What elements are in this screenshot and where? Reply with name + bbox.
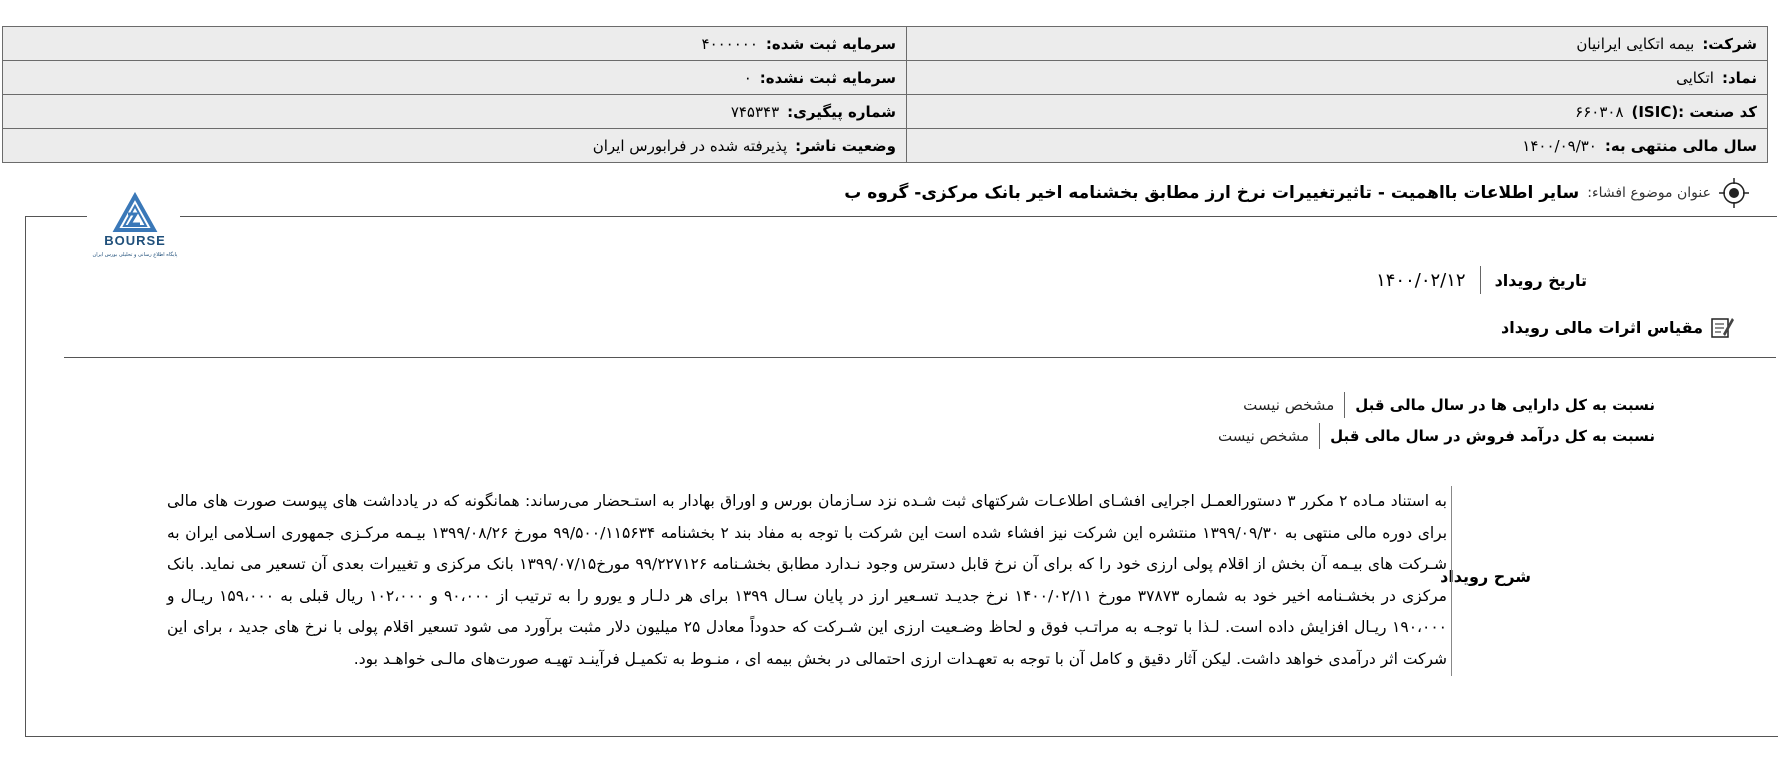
publisher-status-value: پذیرفته شده در فرابورس ایران: [592, 136, 788, 155]
publisher-status-label: وضعیت ناشر:: [795, 136, 896, 155]
logo-subtext: پایگاه اطلاع رسانی و تحلیلی بورس ایران: [92, 252, 178, 258]
ratio-assets-row: [1243, 392, 1655, 418]
subject-title: سایر اطلاعات بااهمیت - تاثیرتغییرات نرخ ارز مطابق بخشنامه اخیر بانک مرکزی- گروه ب: [844, 183, 1580, 203]
event-date-value: ۱۴۰۰/۰۲/۱۲: [1376, 269, 1466, 291]
fiscal-year-label: سال مالی منتهی به:: [1604, 136, 1757, 155]
company-info-row: [3, 27, 1767, 61]
company-value: بیمه اتکایی ایرانیان: [1576, 34, 1695, 53]
frame-top-border: [180, 216, 1777, 217]
company-info-table: [2, 26, 1768, 163]
ratio-assets-value: مشخص نیست: [1243, 396, 1335, 414]
disclosure-subject: [844, 178, 1749, 208]
bourse-logo: [88, 192, 182, 262]
tracking-number-cell: [3, 95, 906, 128]
ratio-assets-label: نسبت به کل دارایی ها در سال مالی قبل: [1344, 392, 1655, 418]
ratio-revenue-label: نسبت به کل درآمد فروش در سال مالی قبل: [1319, 423, 1655, 449]
registered-capital-label: سرمایه ثبت شده:: [765, 34, 896, 53]
frame-top-border: [25, 216, 87, 217]
target-icon: [1719, 178, 1749, 208]
ratio-revenue-value: مشخص نیست: [1218, 427, 1310, 445]
company-info-row: [3, 129, 1767, 162]
subject-label: عنوان موضوع افشاء:: [1587, 185, 1711, 201]
isic-label-text: کد صنعت: [1689, 102, 1757, 121]
isic-label: [1632, 103, 1758, 121]
publisher-status-cell: [3, 129, 906, 162]
company-info-row: [3, 61, 1767, 95]
fiscal-year-cell: [906, 129, 1767, 162]
event-date: [1376, 266, 1587, 294]
tracking-number-value: ۷۴۵۳۴۳: [730, 102, 780, 121]
symbol-value: اتکایی: [1676, 68, 1714, 87]
unregistered-capital-cell: [3, 61, 906, 94]
registered-capital-value: ۴۰۰۰۰۰۰: [701, 34, 758, 53]
symbol-cell: [906, 61, 1767, 94]
isic-label-code: (ISIC):: [1631, 102, 1685, 121]
isic-cell: [906, 95, 1767, 128]
financial-effects-title-text: مقیاس اثرات مالی رویداد: [1501, 317, 1703, 337]
section-divider: [64, 357, 1776, 358]
logo-wordmark: BOURSE: [104, 233, 166, 248]
unregistered-capital-label: سرمایه ثبت نشده:: [759, 68, 896, 87]
symbol-label: نماد:: [1721, 68, 1757, 87]
financial-effects-title: [1501, 314, 1735, 340]
event-description-label: شرح رویداد: [1440, 567, 1531, 586]
company-info-row: [3, 95, 1767, 129]
unregistered-capital-value: ۰: [743, 68, 752, 87]
description-divider: [1451, 486, 1452, 676]
isic-value: ۶۶۰۳۰۸: [1575, 102, 1624, 121]
tracking-number-label: شماره پیگیری:: [787, 102, 896, 121]
event-description-text: به استناد مـاده ۲ مکرر ۳ دستورالعمـل اجرایی افشـای اطلاعـات شرکتهای ثبت شـده نزد سـازمان بورس و اوراق بهادار به استـحضار می‌رساند: همانگونه که در یادداشت های پیوست صورت های مالی برای دوره مالی منتهی به ۱۳۹۹/۰۹/۳۰ منتشره این شرکت نیز افشاء شده است این شرکت با توجه به مفاد بند ۲ بخشنامه ۹۹/۵۰۰/۱۱۵۶۳۴ مورخ ۱۳۹۹/۰۸/۲۶ بیـمه مرکـزی جمهوری اسـلامی ایران به شـرکت های بیـمه آن بخش از اقلام پولی ارزی خود را که برای آن نرخ قابل دسترس وجود نـدارد مطابق بخشـنامه ۹۹/۲۲۷۱۲۶ مورخ۱۳۹۹/۰۷/۱۵ بانک مرکزی و تغییرات بعدی آن تسعیر می نماید. بانک مرکزی در بخشـنامه اخیر خود به شماره ۳۷۸۷۳ مورخ ۱۴۰۰/۰۲/۱۱ نرخ جدیـد تسـعیر ارز در پایان سـال ۱۳۹۹ برای هر دلـار و یورو را به ترتیب از ۹۰،۰۰۰ و ۱۰۲،۰۰۰ ریال قبلی به ۱۵۹،۰۰۰ ریـال و ۱۹۰،۰۰۰ ریـال افزایش داده است. لـذا با توجـه به مراتـب فوق و لحاظ وضـعیت ارزی این شـرکت که حدوداً معادل ۲۵ میلیون دلار مثبت برآورد می شود تسعیر اقلام پولی با نرخ های جدید ، برای این شرکت اثر درآمدی خواهد داشت. لیکن آثار دقیق و کامل آن با توجه به تعهـدات ارزی احتمالی در بخش بیمه ای ، منـوط به تکمیـل فرآینـد تهیـه صورت‌های مالـی خواهـد بود.: [167, 492, 1448, 668]
company-cell: [906, 27, 1767, 60]
event-date-label: تاریخ رویداد: [1480, 266, 1587, 294]
company-label: شرکت:: [1702, 34, 1757, 53]
registered-capital-cell: [3, 27, 906, 60]
fiscal-year-value: ۱۴۰۰/۰۹/۳۰: [1522, 136, 1597, 155]
document-edit-icon: [1709, 314, 1735, 340]
ratio-revenue-row: [1218, 423, 1655, 449]
